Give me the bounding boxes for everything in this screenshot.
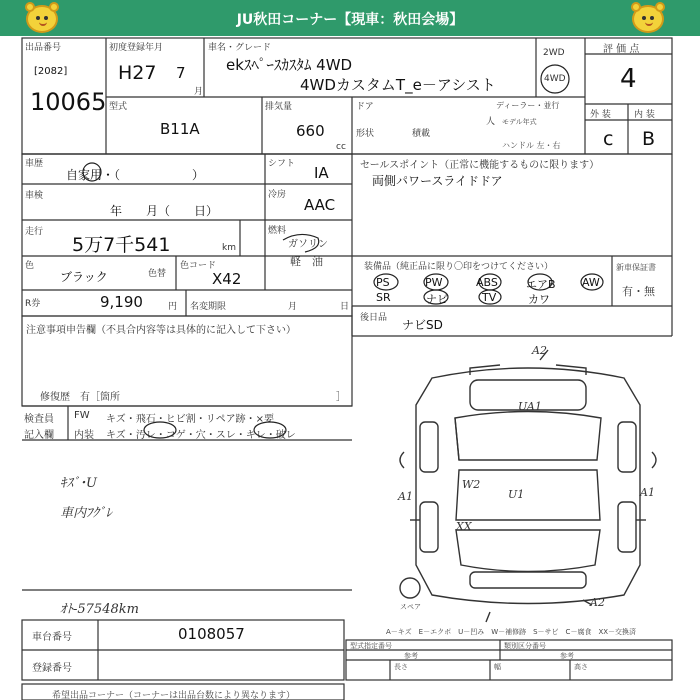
category-number-label: 類別区分番号 — [504, 642, 546, 650]
displacement-unit: cc — [336, 142, 346, 152]
inspection-value: 年 月（ 日） — [110, 204, 219, 218]
equipment-tv: TV — [482, 291, 497, 304]
first-registration-label: 初度登録年月 — [109, 43, 164, 53]
equipment-ps: PS — [376, 276, 390, 289]
mileage-label: 走行 — [25, 227, 44, 237]
model-year-label: モデル年式 — [502, 118, 537, 126]
inspector-label-2: 記入欄 — [24, 430, 54, 441]
drive-4wd-label: 4WD — [544, 74, 566, 84]
first-registration-year: H27 — [118, 62, 157, 84]
lot-number: 10065 — [30, 88, 107, 116]
recycle-label: R券 — [25, 299, 41, 309]
inspect-fw: FW — [74, 410, 90, 421]
interior-label: 内 装 — [634, 110, 655, 120]
doors-label: ドア — [356, 102, 374, 112]
color-label: 色 — [25, 261, 35, 271]
form-number-label: 型式指定番号 — [350, 642, 392, 650]
reference-1: 参考 — [404, 652, 418, 660]
diagram-label-w2: W2 — [462, 478, 481, 491]
color-code-label: 色コード — [180, 261, 217, 271]
color-change-label: 色替 — [148, 269, 167, 279]
equipment-sr: SR — [376, 291, 391, 304]
name-change-month: 月 — [288, 302, 298, 312]
model-value: B11A — [160, 120, 200, 138]
diagram-label-a1-right: A1 — [640, 486, 655, 499]
first-registration-month: 7 — [176, 64, 186, 82]
aftermarket-label: 後日品 — [360, 313, 388, 323]
inspect-row-2: キズ・汚レ・コゲ・穴・スレ・キレ・破レ — [106, 430, 296, 441]
diagram-label-u1: U1 — [508, 488, 525, 501]
handwritten-note-1: ｷｽﾞ･U — [60, 476, 97, 491]
history-value: 自家用・（ ） — [66, 168, 205, 182]
model-label: 型式 — [109, 102, 128, 112]
person-label: 人 — [486, 117, 496, 127]
history-label: 車歴 — [25, 159, 44, 169]
inspect-interior: 内装 — [74, 430, 94, 441]
inspect-row-1: キズ・飛石・ヒビ割・リペア跡・×要 — [106, 414, 274, 425]
mileage-value: 5万7千541 — [72, 234, 171, 256]
equipment-airbag: エアB — [526, 278, 556, 291]
drive-2wd-label: 2WD — [543, 48, 565, 58]
header-title: JU秋田コーナー【現車：秋田会場】 — [236, 12, 464, 28]
equipment-pw: PW — [425, 276, 443, 289]
equipment-leather: カワ — [528, 293, 550, 306]
lot-number-label: 出品番号 — [25, 43, 62, 53]
equipment-label: 装備品（純正品に限り〇印をつけてください） — [364, 262, 554, 272]
width-label: 幅 — [494, 663, 501, 671]
interior-grade: B — [642, 128, 656, 150]
diagram-label-ua1: UA1 — [518, 400, 542, 413]
recycle-value: 9,190 — [100, 293, 143, 311]
displacement-label: 排気量 — [265, 102, 293, 112]
exterior-grade: c — [603, 128, 614, 150]
inspection-label: 車検 — [25, 191, 44, 201]
shift-value: IA — [314, 164, 329, 182]
capacity-label: 積載 — [412, 129, 431, 139]
handwritten-note-2: 車内ﾌｸﾞﾚ — [60, 506, 113, 521]
name-change-day: 日 — [340, 302, 350, 312]
ac-value: AAC — [304, 196, 336, 214]
shape-label: 形状 — [356, 129, 375, 139]
spare-tire-label: スペア — [400, 603, 421, 611]
height-label: 高さ — [574, 663, 588, 671]
handwritten-note-3: ｵﾄ-57548km — [60, 602, 139, 617]
reference-2: 参考 — [560, 652, 574, 660]
equipment-aw: AW — [582, 276, 600, 289]
mileage-unit: km — [222, 243, 236, 253]
sales-point-label: セールスポイント（正常に機能するものに限ります） — [360, 160, 600, 171]
repair-history-close: ］ — [336, 392, 346, 403]
car-name-label: 車名・グレード — [208, 43, 272, 53]
month-unit: 月 — [194, 87, 204, 97]
sales-point-value: 両側パワースライドドア — [372, 174, 503, 188]
handle-label: ハンドル 左・右 — [502, 141, 561, 150]
fuel-label: 燃料 — [268, 226, 287, 236]
diagram-label-a2-top: A2 — [532, 344, 547, 357]
exterior-label: 外 装 — [590, 110, 611, 120]
new-car-warranty-value: 有・無 — [622, 285, 655, 298]
fuel-gasoline: ガソリン — [288, 239, 328, 250]
recycle-unit: 円 — [168, 302, 178, 312]
damage-legend: A－キズ E－エクボ U－凹み W－補修跡 S－サビ C－腐食 XX－交換済 — [386, 628, 637, 636]
new-car-warranty-label: 新車保証書 — [616, 263, 656, 272]
dealer-label: ディーラー・並行 — [496, 101, 560, 110]
diagram-label-xx: XX — [456, 520, 472, 533]
displacement-value: 660 — [296, 122, 325, 140]
footer-corner-label: 希望出品コーナー（コーナーは出品台数により異なります） — [52, 691, 296, 700]
registration-label: 登録番号 — [32, 663, 72, 674]
notes-label: 注意事項申告欄（不具合内容等は具体的に記入して下さい） — [26, 325, 296, 336]
chassis-number: 0108057 — [178, 625, 245, 643]
diagram-label-a2-bottom: A2 — [590, 596, 605, 609]
color-value: ブラック — [60, 270, 108, 284]
lot-number-small: [2082] — [34, 66, 68, 77]
shift-label: シフト — [268, 159, 296, 169]
chassis-label: 車台番号 — [32, 632, 72, 643]
length-label: 長さ — [394, 663, 408, 671]
diagram-label-a1-left: A1 — [398, 490, 413, 503]
color-code-value: X42 — [212, 270, 242, 288]
ac-label: 冷房 — [268, 190, 287, 200]
car-name-line2: 4WDカスタムT_e－アシスト — [300, 76, 496, 94]
repair-history-label: 修復歴 有［箇所 — [40, 392, 120, 403]
aftermarket-value: ナビSD — [402, 318, 443, 332]
fuel-diesel: 軽 油 — [290, 255, 323, 268]
name-change-label: 名変期限 — [190, 302, 227, 312]
equipment-abs: ABS — [476, 276, 498, 289]
inspector-label-1: 検査員 — [24, 414, 54, 425]
score-label: 評 価 点 — [603, 44, 640, 55]
car-name-line1: ekｽﾍﾟｰｽｶｽﾀﾑ 4WD — [226, 56, 353, 74]
equipment-navi: ナビ — [426, 293, 448, 306]
score-value: 4 — [620, 64, 637, 94]
